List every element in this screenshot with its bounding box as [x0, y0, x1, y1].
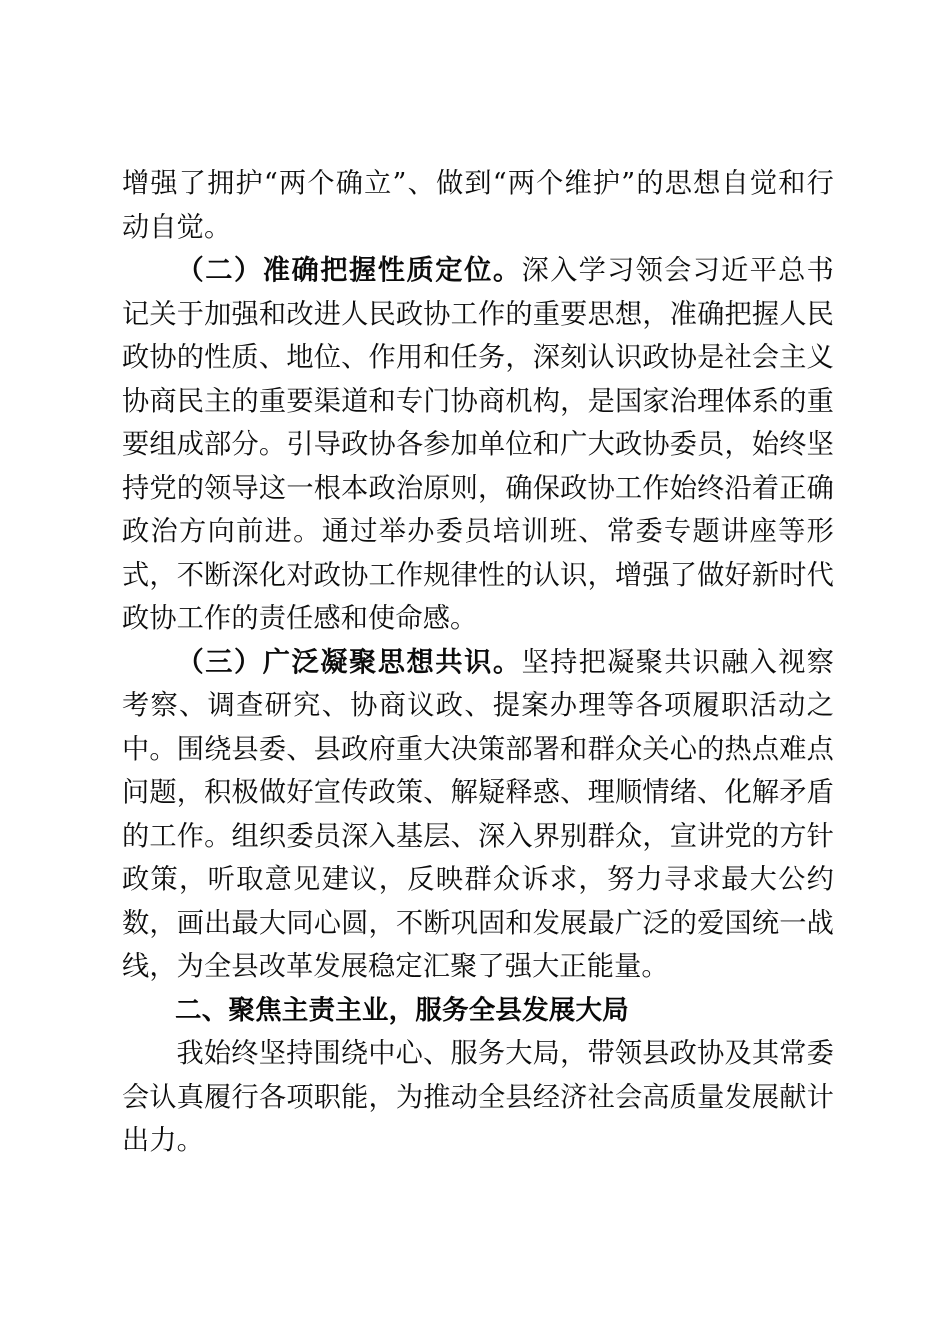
page-text-block	[122, 162, 834, 1163]
runin-heading-three: （三）广泛凝聚思想共识。	[176, 645, 522, 678]
paragraph-body-two: 深入学习领会习近平总书记关于加强和改进人民政协工作的重要思想，准确把握人民政协的性质、地位、作用和任务，深刻认识政协是社会主义协商民主的重要渠道和专门协商机构，是国家治理体系的重要组成部分。引导政协各参加单位和广大政协委员，始终坚持党的领导这一根本政治原则，确保政协工作始终沿着正确政治方向前进。通过举办委员培训班、常委专题讲座等形式，不断深化对政协工作规律性的认识，增强了做好新时代政协工作的责任感和使命感。	[122, 255, 834, 634]
paragraph-section-two	[122, 249, 834, 641]
section-heading-two: 二、聚焦主责主业，服务全县发展大局	[175, 994, 629, 1026]
paragraph-section-three	[122, 641, 834, 989]
paragraph-body-three: 坚持把凝聚共识融入视察考察、调查研究、协商议政、提案办理等各项履职活动之中。围绕县委、县政府重大决策部署和群众关心的热点难点问题，积极做好宣传政策、解疑释惑、理顺情绪、化解矛盾的工作。组织委员深入基层、深入界别群众，宣讲党的方针政策，听取意见建议，反映群众诉求，努力寻求最大公约数，画出最大同心圆，不断巩固和发展最广泛的爱国统一战线，为全县改革发展稳定汇聚了强大正能量。	[122, 646, 834, 982]
paragraph-continuation: 增强了拥护“两个确立”、做到“两个维护”的思想自觉和行动自觉。	[122, 168, 834, 243]
runin-heading-two: （二）准确把握性质定位。	[176, 254, 522, 286]
paragraph-section-two-intro: 我始终坚持围绕中心、服务大局，带领县政协及其常委会认真履行各项职能，为推动全县经济社会高质量发展献计出力。	[122, 1038, 834, 1156]
